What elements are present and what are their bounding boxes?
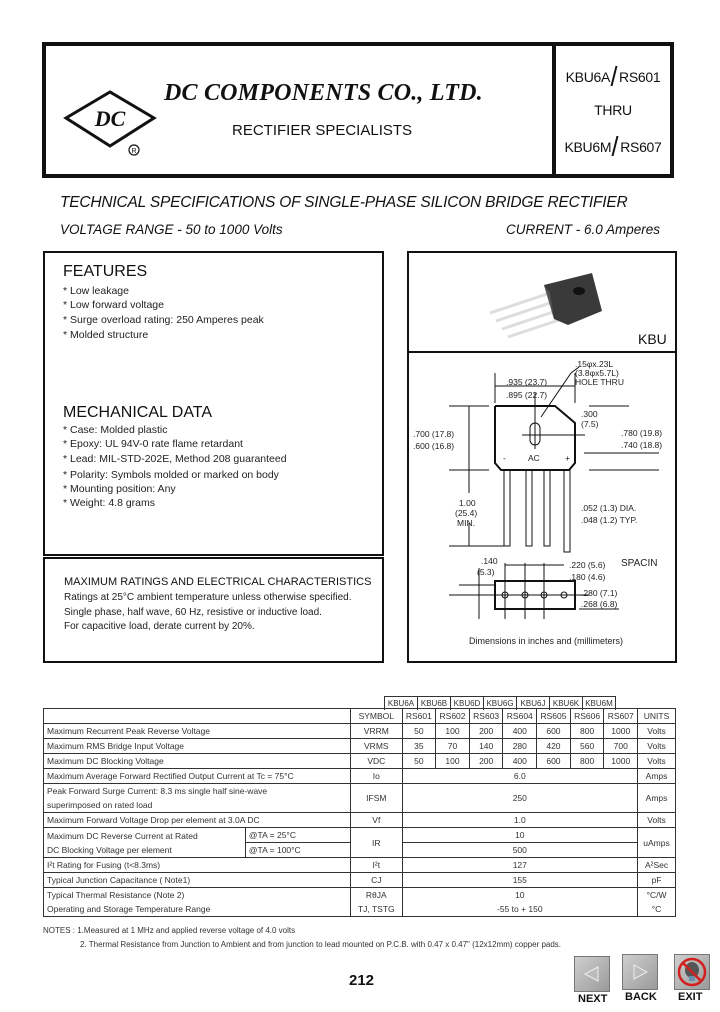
- unit-cell: Volts: [638, 813, 676, 828]
- mechanical-item: * Polarity: Symbols molded or marked on body: [63, 469, 279, 481]
- dim-total-min: .740 (18.8): [621, 440, 663, 450]
- value-cell: 420: [537, 739, 571, 754]
- back-label[interactable]: BACK: [625, 991, 657, 1003]
- mechanical-item: * Lead: MIL-STD-202E, Method 208 guaranteed: [63, 453, 287, 465]
- symbol-cell: Vf: [351, 813, 403, 828]
- symbol-header: SYMBOL: [351, 709, 403, 724]
- value-cell: 1.0: [402, 813, 637, 828]
- mechanical-heading: MECHANICAL DATA: [63, 404, 213, 421]
- param-cell: Typical Junction Capacitance ( Note1): [44, 873, 351, 888]
- symbol-cell: RθJA: [351, 888, 403, 903]
- unit-cell: pF: [638, 873, 676, 888]
- unit-cell: uAmps: [638, 828, 676, 858]
- symbol-cell: Io: [351, 769, 403, 784]
- features-heading: FEATURES: [63, 263, 148, 280]
- dim-minus: -: [503, 453, 506, 463]
- exit-button[interactable]: [674, 954, 710, 990]
- symbol-cell: VRMS: [351, 739, 403, 754]
- value-cell: 250: [402, 784, 637, 813]
- dim-body-min: .600 (16.8): [413, 441, 455, 451]
- table-row: [44, 813, 676, 828]
- value-cell: 200: [469, 724, 503, 739]
- unit-cell: °C: [638, 902, 676, 917]
- part-rs: RS603: [469, 709, 503, 724]
- dim-width-max: .935 (23.7): [506, 377, 548, 387]
- mechanical-item: * Mounting position: Any: [63, 483, 176, 495]
- part-rs: RS605: [537, 709, 571, 724]
- symbol-cell: VRRM: [351, 724, 403, 739]
- part-rs: RS607: [604, 709, 638, 724]
- value-cell: 700: [604, 739, 638, 754]
- specifications-table: [43, 708, 676, 917]
- dim-300-mm: (7.5): [581, 419, 599, 429]
- value-cell: 400: [503, 754, 537, 769]
- unit-cell: Amps: [638, 784, 676, 813]
- table-row: [44, 724, 676, 739]
- svg-text:R: R: [131, 148, 137, 155]
- package-label: KBU: [638, 331, 667, 347]
- value-cell: 600: [537, 724, 571, 739]
- table-row: [44, 754, 676, 769]
- symbol-cell: VDC: [351, 754, 403, 769]
- value-cell: 70: [436, 739, 470, 754]
- voltage-range: VOLTAGE RANGE - 50 to 1000 Volts: [60, 222, 283, 237]
- back-button[interactable]: [622, 954, 658, 990]
- svg-text:DC: DC: [94, 106, 126, 131]
- param-cell: Maximum Average Forward Rectified Output Current at Tc = 75°C: [44, 769, 351, 784]
- part-range: [556, 46, 670, 174]
- part-rs: RS606: [570, 709, 604, 724]
- unit-cell: A²Sec: [638, 858, 676, 873]
- value-cell: 100: [436, 754, 470, 769]
- mechanical-item: * Case: Molded plastic: [63, 424, 168, 436]
- value-cell: 1000: [604, 754, 638, 769]
- table-row: [44, 769, 676, 784]
- dim-140: .140: [481, 556, 498, 566]
- exit-no-icon: [676, 956, 708, 988]
- value-cell: 800: [570, 724, 604, 739]
- table-row: [44, 739, 676, 754]
- table-row: [44, 784, 676, 813]
- unit-cell: Volts: [638, 739, 676, 754]
- page-number: 212: [349, 972, 375, 989]
- mechanical-item: * Weight: 4.8 grams: [63, 497, 156, 509]
- feature-item: * Low forward voltage: [63, 299, 164, 311]
- param-cell: Typical Thermal Resistance (Note 2): [44, 888, 351, 903]
- ratings-line: For capacitive load, derate current by 20%.: [64, 621, 255, 632]
- symbol-cell: TJ, TSTG: [351, 902, 403, 917]
- ratings-line: Single phase, half wave, 60 Hz, resistive or inductive load.: [64, 607, 322, 618]
- unit-cell: Amps: [638, 769, 676, 784]
- dim-140-mm: (5.3): [477, 567, 495, 577]
- feature-item: * Surge overload rating: 250 Amperes peak: [63, 314, 264, 326]
- part-kbu: KBU6A: [384, 697, 417, 710]
- slash-divider: [611, 66, 618, 86]
- value-cell: 10: [402, 888, 637, 903]
- dim-lead-len-mm: (25.4): [455, 508, 478, 518]
- dim-lead-min: MIN.: [457, 518, 475, 528]
- param-cell: Maximum DC Reverse Current at Rated DC Blocking Voltage per element: [44, 828, 246, 858]
- unit-cell: °C/W: [638, 888, 676, 903]
- feature-item: * Molded structure: [63, 329, 149, 341]
- param-cell: Maximum DC Blocking Voltage: [44, 754, 351, 769]
- kbu-package-photo-icon: [484, 263, 604, 343]
- dim-hole: .15φx.23L: [575, 359, 614, 369]
- document-title: TECHNICAL SPECIFICATIONS OF SINGLE-PHASE SILICON BRIDGE RECTIFIER: [60, 194, 628, 211]
- right-triangle-icon: [630, 962, 650, 982]
- value-cell: 35: [402, 739, 436, 754]
- part-kbu: KBU6K: [549, 697, 582, 710]
- symbol-cell: I²t: [351, 858, 403, 873]
- param-cell: I²t Rating for Fusing (t<8.3ms): [44, 858, 351, 873]
- part-to-kbu: KBU6M: [564, 139, 612, 155]
- note-1: NOTES : 1.Measured at 1 MHz and applied reverse voltage of 4.0 volts: [43, 926, 296, 935]
- package-photo-panel: [407, 251, 677, 351]
- condition-cell: @TA = 25°C: [245, 828, 350, 843]
- dim-lead-len: 1.00: [459, 498, 476, 508]
- part-kbu: KBU6B: [417, 697, 450, 710]
- dim-body-max: .700 (17.8): [413, 429, 455, 439]
- value-cell: 6.0: [402, 769, 637, 784]
- value-cell: 1000: [604, 724, 638, 739]
- dim-dia-max: .052 (1.3) DIA.: [581, 503, 637, 513]
- part-from-kbu: KBU6A: [565, 69, 611, 85]
- ratings-line: Ratings at 25°C ambient temperature unless otherwise specified.: [64, 592, 352, 603]
- table-row: [44, 902, 676, 917]
- part-kbu: KBU6M: [582, 697, 616, 710]
- param-cell: Operating and Storage Temperature Range: [44, 902, 351, 917]
- units-header: UNITS: [638, 709, 676, 724]
- dc-logo-icon: [62, 88, 158, 162]
- mechanical-item: * Epoxy: UL 94V-0 rate flame retardant: [63, 438, 243, 450]
- dim-hole-mm: (3.8φx5.7L): [575, 368, 619, 378]
- company-name: DC COMPONENTS CO., LTD.: [164, 80, 483, 106]
- table-row: [44, 873, 676, 888]
- slash-divider: [612, 136, 619, 156]
- ratings-heading: MAXIMUM RATINGS AND ELECTRICAL CHARACTERISTICS: [64, 576, 372, 588]
- condition-cell: @TA = 100°C: [245, 843, 350, 858]
- left-triangle-icon: [582, 964, 602, 984]
- part-rs: RS601: [402, 709, 436, 724]
- value-cell: 50: [402, 724, 436, 739]
- dim-spacing-min: .180 (4.6): [569, 572, 606, 582]
- part-to-rs: RS607: [620, 139, 662, 155]
- param-cell: Maximum Recurrent Peak Reverse Voltage: [44, 724, 351, 739]
- value-cell: 500: [402, 843, 637, 858]
- value-cell: -55 to + 150: [402, 902, 637, 917]
- note-2: 2. Thermal Resistance from Junction to Ambient and from junction to lead mounted on P.C.B. with 0.47 x 0.47" (12x12mm) copper pads.: [80, 940, 562, 949]
- dim-thick-max: .280 (7.1): [581, 588, 618, 598]
- dim-thick-min: .268 (6.8): [581, 599, 618, 609]
- dim-width-min: .895 (22.7): [506, 390, 548, 400]
- dim-spacing-label: SPACIN: [621, 558, 658, 569]
- unit-cell: Volts: [638, 754, 676, 769]
- dimension-drawing-panel: [407, 351, 677, 663]
- param-cell: Maximum Forward Voltage Drop per element at 3.0A DC: [44, 813, 351, 828]
- dim-hole-label: HOLE THRU: [575, 377, 624, 387]
- dim-dia-min: .048 (1.2) TYP.: [581, 515, 638, 525]
- part-kbu: KBU6J: [516, 697, 549, 710]
- symbol-cell: CJ: [351, 873, 403, 888]
- value-cell: 200: [469, 754, 503, 769]
- table-row: [44, 888, 676, 903]
- value-cell: 10: [402, 828, 637, 843]
- next-label[interactable]: NEXT: [578, 993, 608, 1005]
- value-cell: 800: [570, 754, 604, 769]
- symbol-cell: IR: [351, 828, 403, 858]
- value-cell: 140: [469, 739, 503, 754]
- symbol-cell: IFSM: [351, 784, 403, 813]
- value-cell: 127: [402, 858, 637, 873]
- current-rating: CURRENT - 6.0 Amperes: [505, 222, 660, 237]
- part-kbu: KBU6G: [483, 697, 516, 710]
- value-cell: 600: [537, 754, 571, 769]
- next-button[interactable]: [574, 956, 610, 992]
- part-rs: RS602: [436, 709, 470, 724]
- param-cell: Maximum RMS Bridge Input Voltage: [44, 739, 351, 754]
- part-from-rs: RS601: [619, 69, 661, 85]
- param-cell: Peak Forward Surge Current: 8.3 ms single half sine-wave superimposed on rated load: [44, 784, 351, 813]
- ratings-panel: [43, 557, 384, 663]
- value-cell: 50: [402, 754, 436, 769]
- feature-item: * Low leakage: [63, 285, 129, 297]
- part-kbu: KBU6D: [450, 697, 483, 710]
- features-panel: [43, 251, 384, 556]
- thru-label: THRU: [594, 102, 632, 118]
- exit-label[interactable]: EXIT: [678, 991, 703, 1003]
- dim-total-max: .780 (19.8): [621, 428, 663, 438]
- dimension-caption: Dimensions in inches and (millimeters): [469, 636, 624, 646]
- value-cell: 100: [436, 724, 470, 739]
- table-header-row: [44, 709, 676, 724]
- company-tagline: RECTIFIER SPECIALISTS: [232, 122, 413, 139]
- dim-spacing-max: .220 (5.6): [569, 560, 606, 570]
- value-cell: 560: [570, 739, 604, 754]
- value-cell: 155: [402, 873, 637, 888]
- value-cell: 280: [503, 739, 537, 754]
- dim-ac: AC: [528, 453, 540, 463]
- unit-cell: Volts: [638, 724, 676, 739]
- table-row: [44, 858, 676, 873]
- dim-300: .300: [581, 409, 598, 419]
- value-cell: 400: [503, 724, 537, 739]
- table-row: [44, 828, 676, 843]
- dim-plus: +: [565, 453, 570, 463]
- part-rs: RS604: [503, 709, 537, 724]
